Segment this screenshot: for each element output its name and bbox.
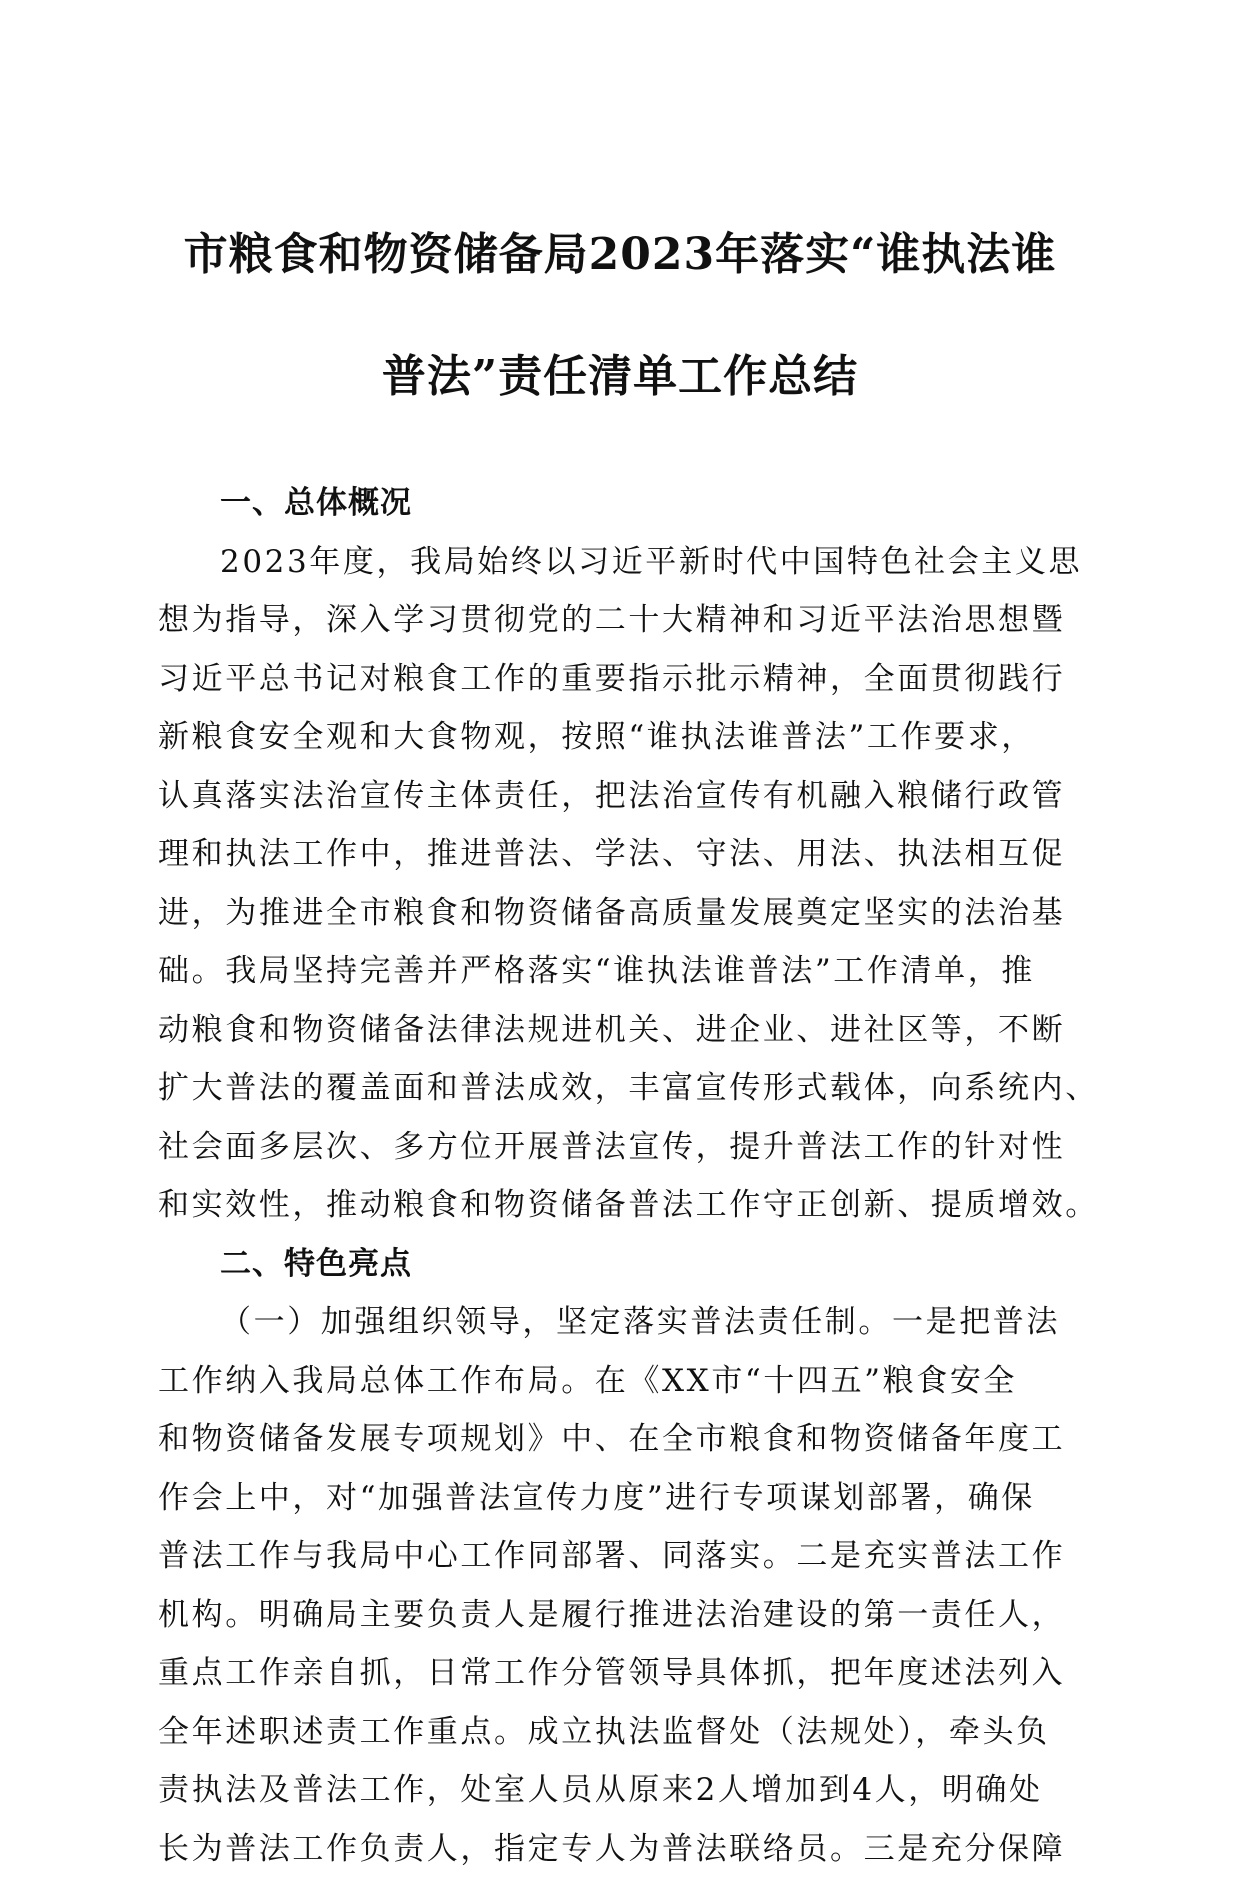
paragraph-line: 作会上中，对“加强普法宣传力度”进行专项谋划部署，确保	[158, 1469, 1078, 1528]
paragraph-line: 想为指导，深入学习贯彻党的二十大精神和习近平法治思想暨	[158, 591, 1078, 650]
section-heading-overview: 一、总体概况	[158, 474, 1078, 533]
paragraph-line: 理和执法工作中，推进普法、学法、守法、用法、执法相互促	[158, 825, 1078, 884]
paragraph-line: 和实效性，推动粮食和物资储备普法工作守正创新、提质增效。	[158, 1176, 1078, 1235]
paragraph-line: （一）加强组织领导，坚定落实普法责任制。一是把普法	[158, 1293, 1078, 1352]
paragraph-line: 长为普法工作负责人，指定专人为普法联络员。三是充分保障	[158, 1820, 1078, 1878]
paragraph-line: 动粮食和物资储备法律法规进机关、进企业、进社区等，不断	[158, 1001, 1078, 1060]
document-title-line-2: 普法”责任清单工作总结	[150, 352, 1090, 402]
paragraph-line: 重点工作亲自抓，日常工作分管领导具体抓，把年度述法列入	[158, 1644, 1078, 1703]
paragraph-line: 全年述职述责工作重点。成立执法监督处（法规处），牵头负	[158, 1703, 1078, 1762]
section-heading-highlights: 二、特色亮点	[158, 1235, 1078, 1294]
paragraph-line: 进，为推进全市粮食和物资储备高质量发展奠定坚实的法治基	[158, 884, 1078, 943]
paragraph-line: 2023年度，我局始终以习近平新时代中国特色社会主义思	[158, 533, 1078, 592]
paragraph-line: 和物资储备发展专项规划》中、在全市粮食和物资储备年度工	[158, 1410, 1078, 1469]
paragraph-line: 习近平总书记对粮食工作的重要指示批示精神，全面贯彻践行	[158, 650, 1078, 709]
paragraph-line: 工作纳入我局总体工作布局。在《XX市“十四五”粮食安全	[158, 1352, 1078, 1411]
paragraph-line: 础。我局坚持完善并严格落实“谁执法谁普法”工作清单，推	[158, 942, 1078, 1001]
paragraph-line: 新粮食安全观和大食物观，按照“谁执法谁普法”工作要求，	[158, 708, 1078, 767]
paragraph-line: 扩大普法的覆盖面和普法成效，丰富宣传形式载体，向系统内、	[158, 1059, 1078, 1118]
paragraph-line: 责执法及普法工作，处室人员从原来2人增加到4人，明确处	[158, 1761, 1078, 1820]
paragraph-line: 社会面多层次、多方位开展普法宣传，提升普法工作的针对性	[158, 1118, 1078, 1177]
paragraph-line: 认真落实法治宣传主体责任，把法治宣传有机融入粮储行政管	[158, 767, 1078, 826]
paragraph-line: 普法工作与我局中心工作同部署、同落实。二是充实普法工作	[158, 1527, 1078, 1586]
document-body	[158, 474, 1078, 1878]
document-title-line-1: 市粮食和物资储备局2023年落实“谁执法谁	[150, 230, 1090, 280]
paragraph-line: 机构。明确局主要负责人是履行推进法治建设的第一责任人，	[158, 1586, 1078, 1645]
